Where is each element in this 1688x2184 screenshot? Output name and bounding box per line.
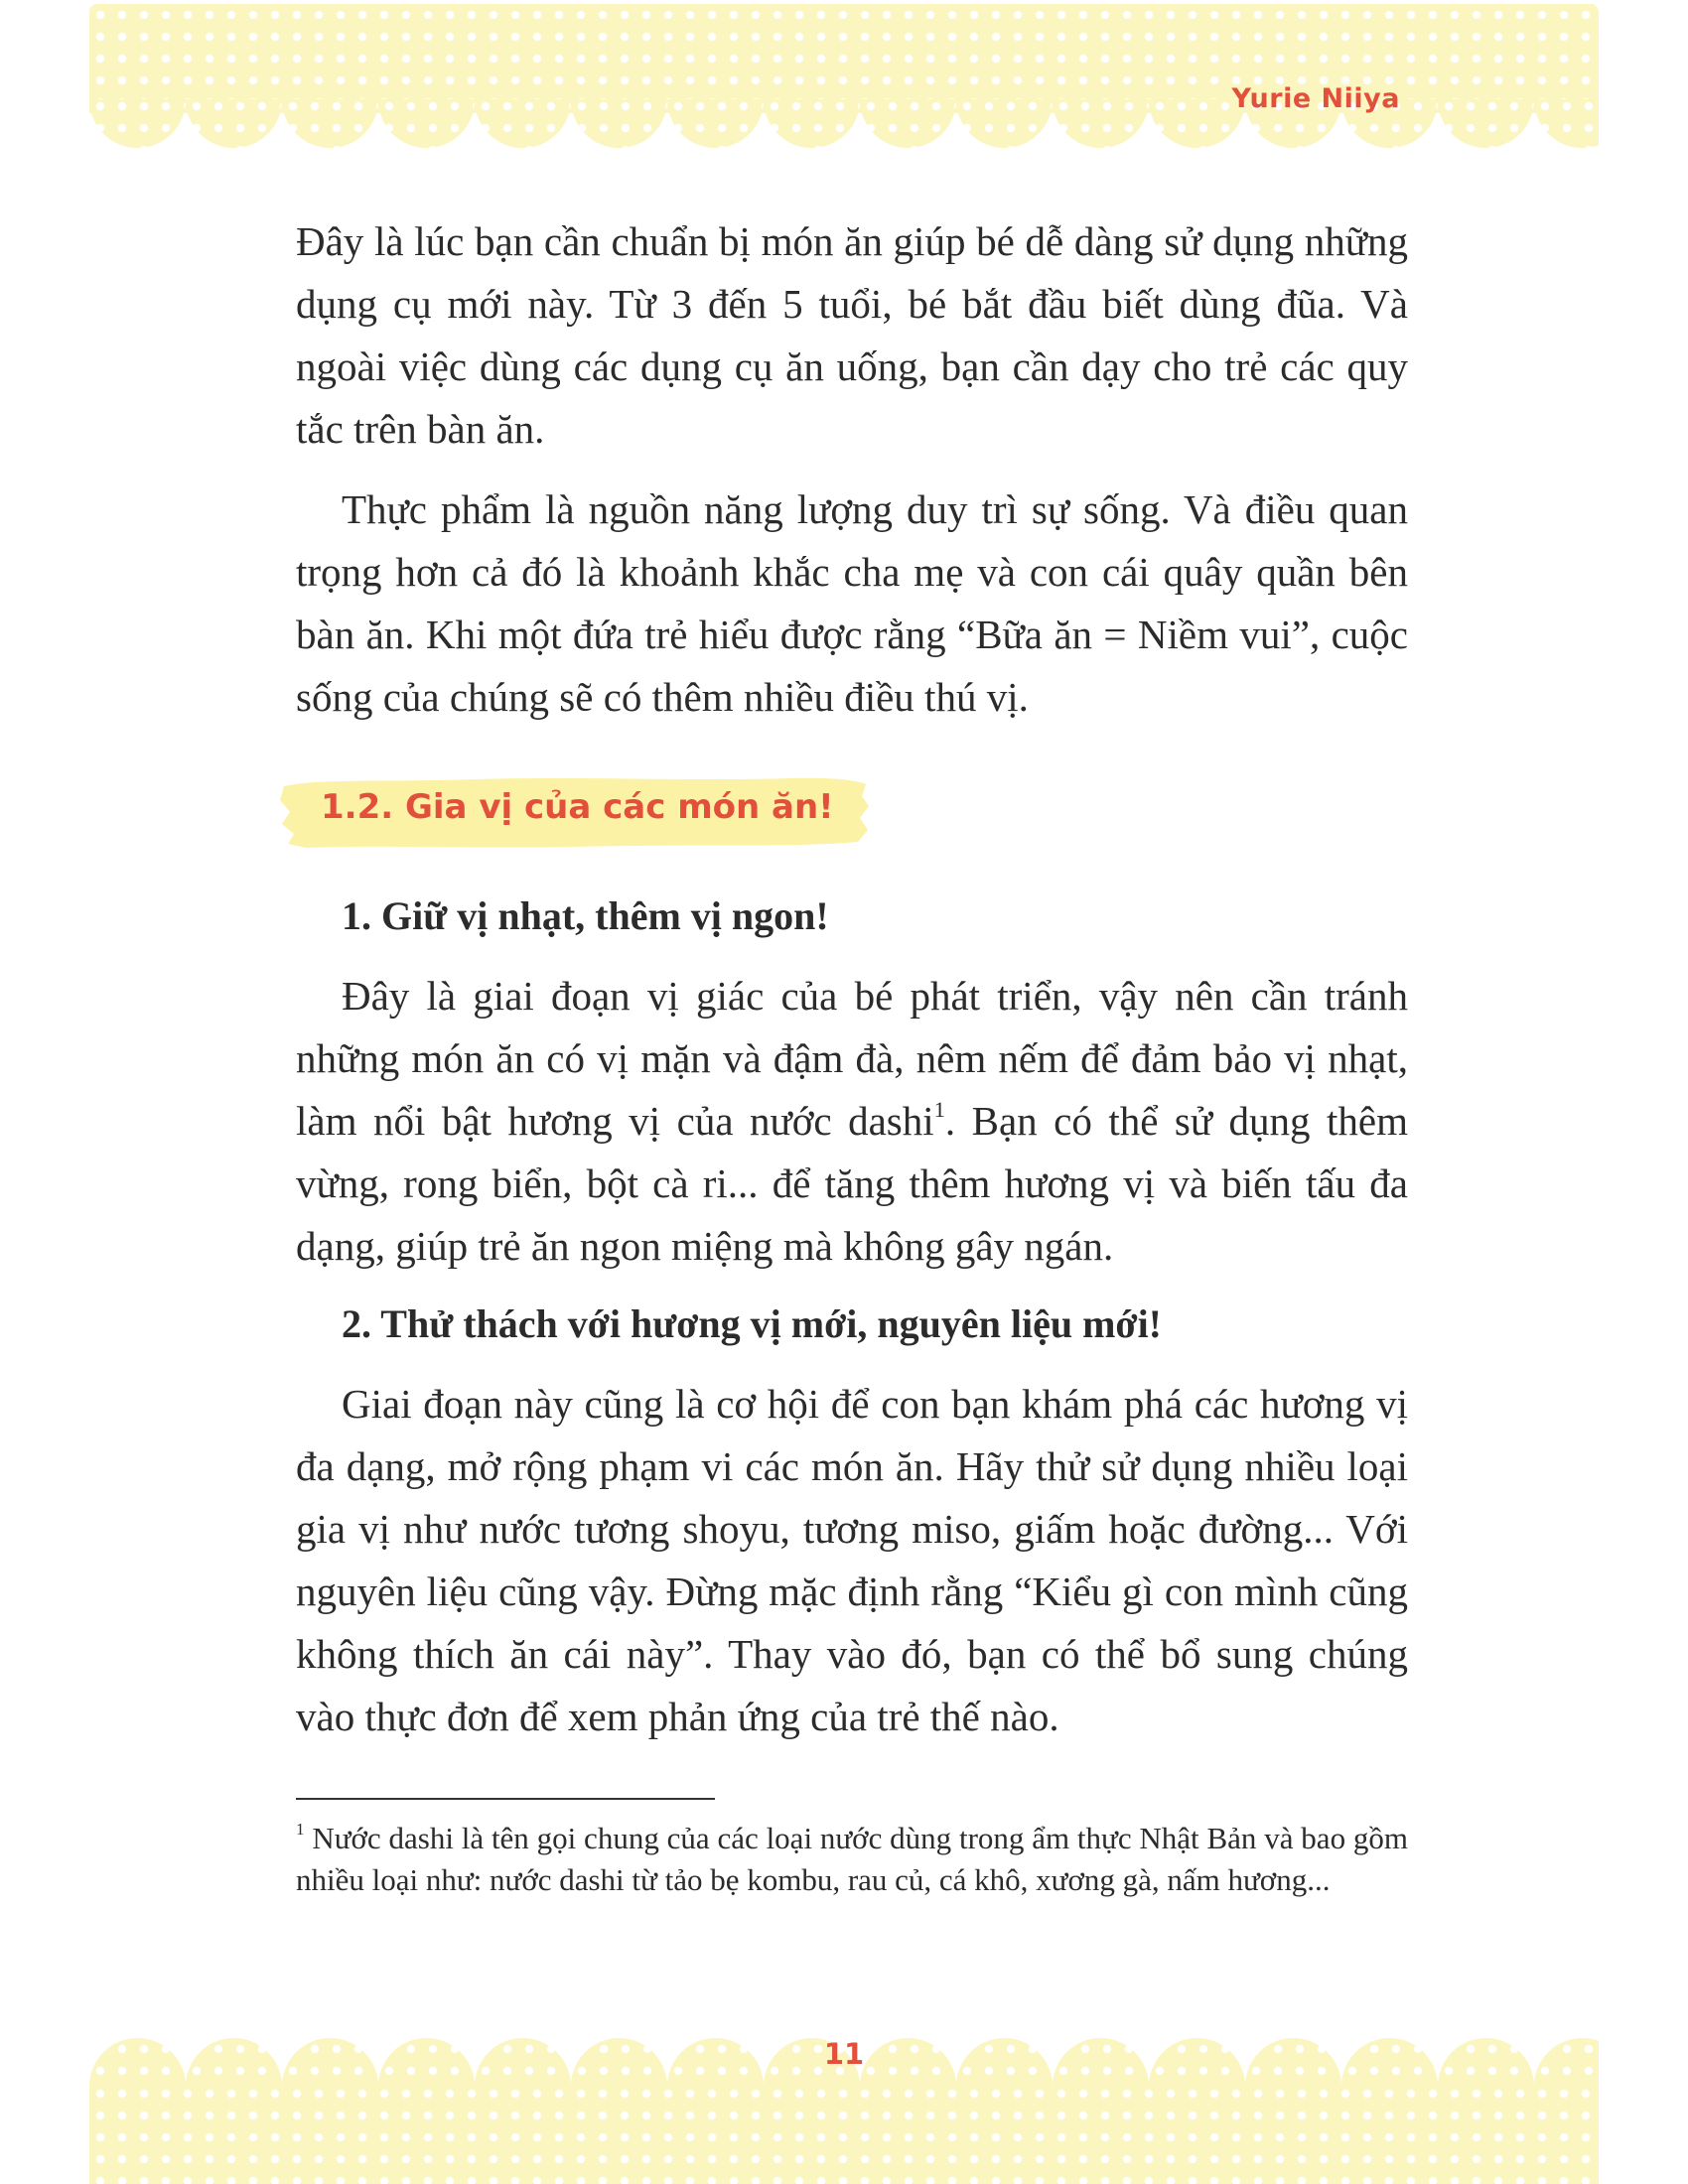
footnote: $^1$ Nước dashi là tên gọi chung của các loại nước dùng trong ẩm thực Nhật Bản và bao gồm nhiều loại như: nước dashi từ tảo bẹ kombu, rau củ, cá khô, xương gà, nấm hương... (296, 1820, 1408, 1897)
section-title-banner (276, 772, 872, 852)
page-number: 11 (823, 2037, 865, 2071)
subheading-2: 2. Thử thách với hương vị mới, nguyên liệu mới! (342, 1301, 1162, 1346)
footnote-marker: 1 (296, 1820, 305, 1840)
body-paragraph-4: Giai đoạn này cũng là cơ hội để con bạn khám phá các hương vị đa dạng, mở rộng phạm vi các món ăn. Hãy thử sử dụng nhiều loại gia vị như nước tương shoyu, tương miso, giấm hoặc đường... Với nguyên liệu cũng vậy. Đừng mặc định rằng “Kiểu gì con mình cũng không thích ăn cái này”. Thay vào đó, bạn có thể bổ sung chúng vào thực đơn để xem phản ứng của trẻ thế nào. (296, 1381, 1408, 1739)
body-paragraph-2: Thực phẩm là nguồn năng lượng duy trì sự sống. Và điều quan trọng hơn cả đó là khoảnh khắc cha mẹ và con cái quây quần bên bàn ăn. Khi một đứa trẻ hiểu được rằng “Bữa ăn = Niềm vui”, cuộc sống của chúng sẽ có thêm nhiều điều thú vị. (296, 486, 1408, 720)
section-title: 1.2. Gia vị của các món ăn! (321, 787, 834, 827)
subheading-1: 1. Giữ vị nhạt, thêm vị ngon! (342, 893, 829, 938)
footnote-divider (296, 1798, 715, 1800)
footnote-reference[interactable]: 1 (933, 1096, 945, 1122)
running-header-author: Yurie Niiya (1231, 83, 1400, 114)
footer-dotted-band (89, 2083, 1599, 2184)
page-body (296, 210, 1408, 1901)
body-paragraph-3: Đây là giai đoạn vị giác của bé phát triển, vậy nên cần tránh những món ăn có vị mặn và đậm đà, nêm nếm để đảm bảo vị nhạt, làm nổi bật hương vị của nước dashi$^1$. Bạn có thể sử dụng thêm vừng, rong biển, bột cà ri... để tăng thêm hương vị và biến tấu đa dạng, giúp trẻ ăn ngon miệng mà không gây ngán. (296, 973, 1408, 1269)
body-paragraph-1: Đây là lúc bạn cần chuẩn bị món ăn giúp bé dễ dàng sử dụng những dụng cụ mới này. Từ 3 đến 5 tuổi, bé bắt đầu biết dùng đũa. Và ngoài việc dùng các dụng cụ ăn uống, bạn cần dạy cho trẻ các quy tắc trên bàn ăn. (296, 218, 1408, 452)
